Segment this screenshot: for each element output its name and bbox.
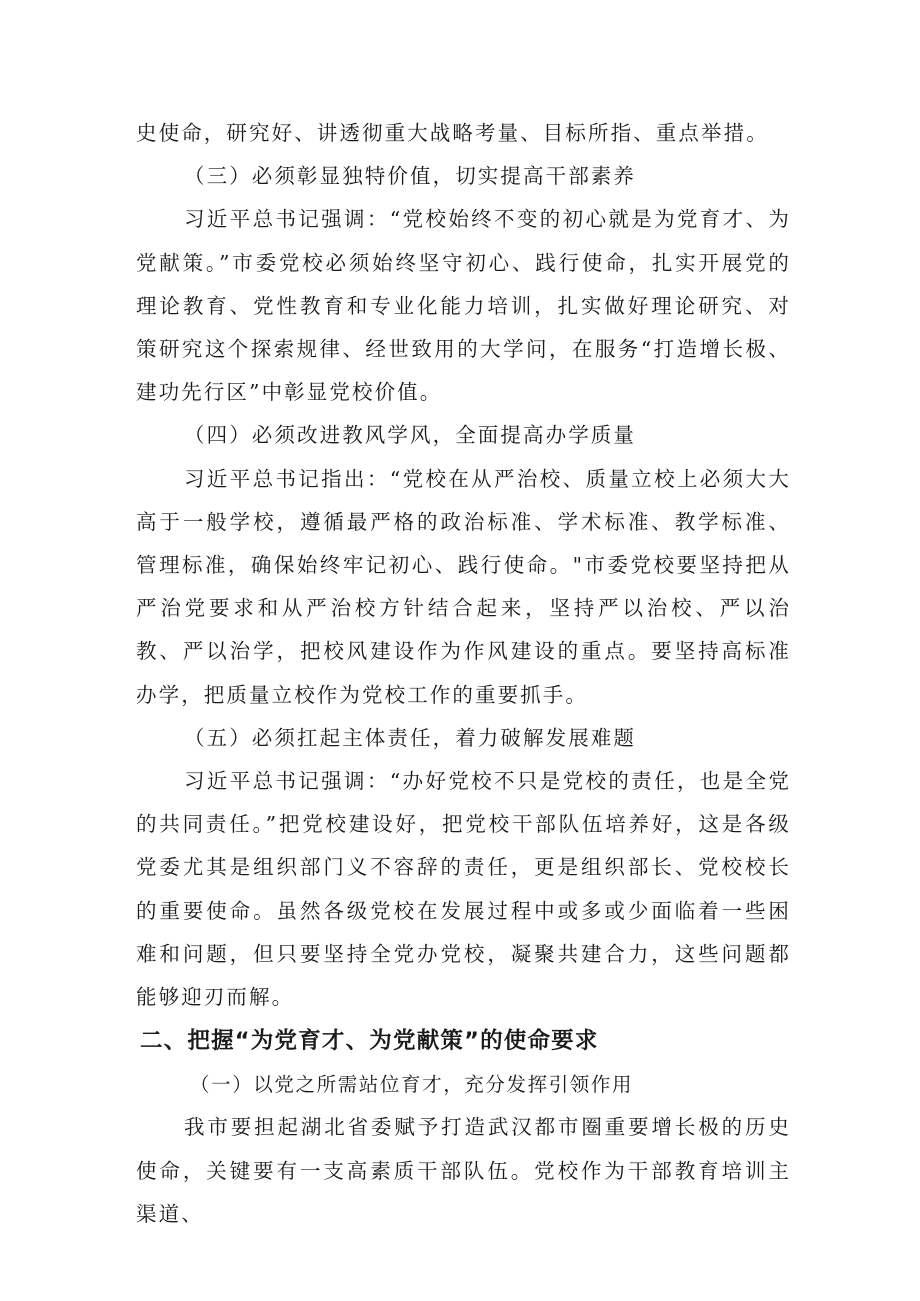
paragraph-continuation: 史使命，研究好、讲透彻重大战略考量、目标所指、重点举措。: [136, 121, 769, 145]
document-page: [136, 112, 791, 1236]
chapter-heading-2: 二、把握“为党育才、为党献策”的使命要求: [140, 1028, 599, 1055]
paragraph-subsection-1: 我市要担起湖北省委赋予打造武汉都市圈重要增长极的历史使命，关键要有一支高素质干部队伍。党校作为干部教育培训主渠道、: [136, 1115, 791, 1226]
subsection-heading-1: （一）以党之所需站位育才，充分发挥引领作用: [190, 1073, 634, 1097]
section-heading-3: （三）必须彰显独特价值，切实提高干部素养: [184, 164, 636, 189]
paragraph-section-4: 习近平总书记指出：“党校在从严治校、质量立校上必须大大高于一般学校，遵循最严格的政治标准、学术标准、教学标准、管理标准，确保始终牢记初心、践行使命。"市委党校要坚持把从严治党要求和从严治校方针结合起来，坚持严以治校、严以治教、严以治学，把校风建设作为作风建设的重点。要坚持高标准办学，把质量立校作为党校工作的重要抓手。: [136, 466, 791, 707]
section-heading-4: （四）必须改进教风学风，全面提高办学质量: [184, 423, 636, 448]
paragraph-section-5: 习近平总书记强调：“办好党校不只是党校的责任，也是全党的共同责任。”把党校建设好，把党校干部队伍培养好，这是各级党委尤其是组织部门义不容辞的责任，更是组织部长、党校校长的重要使命。虽然各级党校在发展过程中或多或少面临着一些困难和问题，但只要坚持全党办党校，凝聚共建合力，这些问题都能够迎刃而解。: [136, 769, 791, 1010]
paragraph-section-3: 习近平总书记强调：“党校始终不变的初心就是为党育才、为党献策。”市委党校必须始终坚守初心、践行使命，扎实开展党的理论教育、党性教育和专业化能力培训，扎实做好理论研究、对策研究这个探索规律、经世致用的大学问，在服务“打造增长极、建功先行区”中彰显党校价值。: [136, 207, 791, 405]
section-heading-5: （五）必须扛起主体责任，着力破解发展难题: [184, 725, 636, 750]
